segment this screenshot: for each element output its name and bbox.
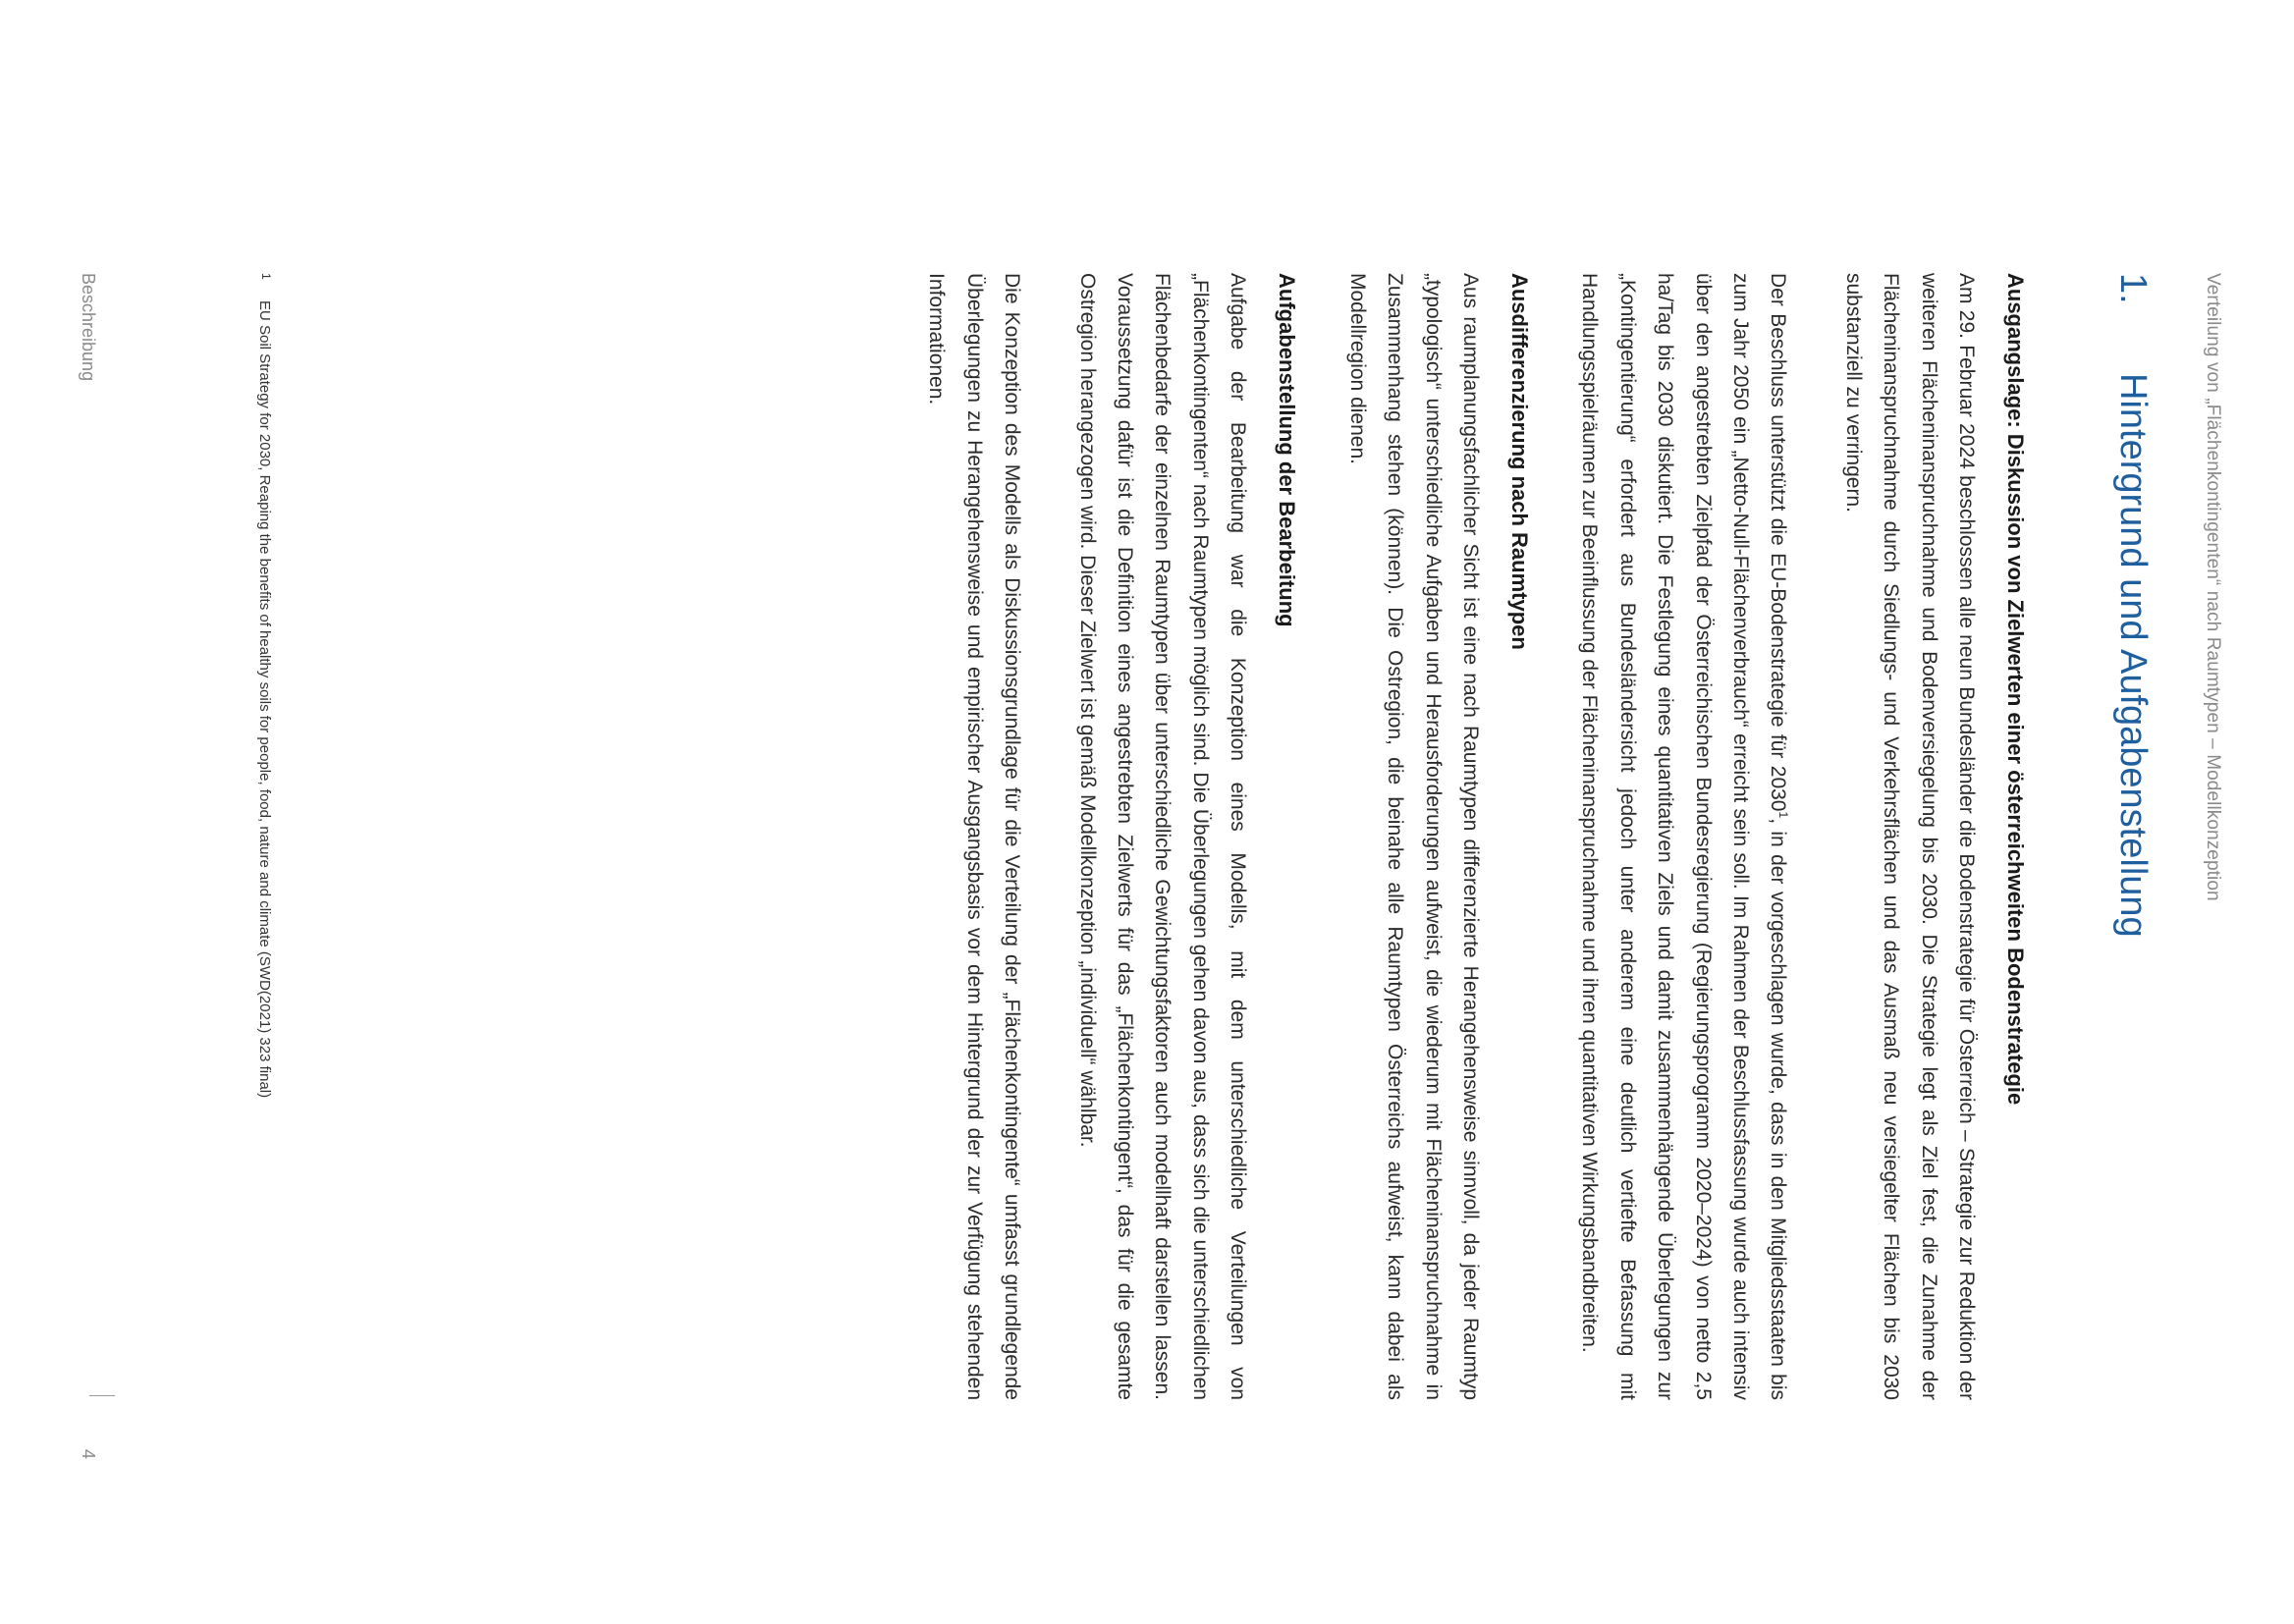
paragraph: Die Konzeption des Modells als Diskussionsgrundlage für die Verteilung der „Flächenkontingente“ umfasst grundlegende Überlegungen zu Herangehensweise und empirischer Ausgangsbasis vor dem Hintergrund der zur Verfügung stehenden Informationen. bbox=[925, 273, 1024, 1400]
footnote-number: 1 bbox=[259, 273, 273, 280]
chapter-heading bbox=[2109, 273, 2157, 938]
footer-section-label: Beschreibung bbox=[79, 273, 98, 382]
footnote bbox=[256, 273, 273, 1098]
chapter-number: 1. bbox=[2112, 273, 2154, 304]
footnote-text: EU Soil Strategy for 2030, Reaping the benefits of healthy soils for people, food, nature and climate (SWD(2021) 323 final) bbox=[256, 300, 273, 1099]
section-ausdifferenzierung bbox=[1338, 273, 1533, 1400]
section-heading: Ausdifferenzierung nach Raumtypen bbox=[1506, 273, 1532, 650]
body-content bbox=[917, 273, 2029, 1400]
footer-divider bbox=[89, 1395, 115, 1396]
section-heading: Aufgabenstellung der Bearbeitung bbox=[1275, 273, 1300, 627]
section-heading: Ausgangslage: Diskussion von Zielwerten einer österreichweiten Bodenstrategie bbox=[2003, 273, 2028, 1106]
paragraph: Aufgabe der Bearbeitung war die Konzeption eines Modells, mit dem unterschiedliche Verteilungen von „Flächenkontingenten“ nach Raumtypen möglich sind. Die Überlegungen gehen davon aus, dass sich die unterschiedlichen Flächenbedarfe der einzelnen Raumtypen über unterschiedliche Gewichtungsfaktoren auch modellhaft darstellen lassen. Voraussetzung dafür ist die Definition eines angestrebten Zielwerts für das „Flächenkontingent“, das für die gesamte Ostregion herangezogen wird. Dieser Zielwert ist gemäß Modellkonzeption „individuell“ wählbar. bbox=[1075, 273, 1250, 1400]
section-aufgabenstellung bbox=[917, 273, 1300, 1400]
footnote-reference[interactable]: 1 bbox=[1776, 811, 1791, 819]
paragraph-text: , in der vorgeschlagen wurde, dass in den Mitgliedsstaaten bis zum Jahr 2050 ein „Netto-Null-Flächenverbrauch“ erreicht sein soll. Im Rahmen der Beschlussfassung wurde auch intensiv über den angestrebten Zielpfad der Österreichischen Bundesregierung (Regierungsprogramm 2020–2024) von netto 2,5 ha/Tag bis 2030 diskutiert. Die Festlegung eines quantitativen Ziels und damit zusammenhängende Überlegungen zur „Kontingentierung“ erfordert aus Bundesländersicht jedoch unter anderem eine deutlich vertiefte Befassung mit Handlungsspielräumen zur Beeinflussung der Flächeninanspruchnahme und ihren quantitativen Wirkungsbandbreiten. bbox=[1578, 273, 1790, 1400]
chapter-title: Hintergrund und Aufgabenstellung bbox=[2112, 373, 2154, 938]
paragraph-text: Der Beschluss unterstützt die EU-Bodenstrategie für 2030 bbox=[1767, 273, 1790, 812]
paragraph: Aus raumplanungsfachlicher Sicht ist eine nach Raumtypen differenzierte Herangehensweise sinnvoll, da jeder Raumtyp „typologisch“ unterschiedliche Aufgaben und Herausforderungen aufweist, die wiederum mit Flächeninanspruchnahme in Zusammenhang stehen (können). Die Ostregion, die beinahe alle Raumtypen Österreichs aufweist, kann dabei als Modellregion dienen. bbox=[1345, 273, 1482, 1400]
paragraph bbox=[1570, 273, 1796, 1400]
running-header: Verteilung von „Flächenkontingenten“ nach Raumtypen – Modellkonzeption bbox=[2203, 273, 2223, 901]
section-ausgangslage bbox=[1570, 273, 2029, 1400]
page-number: 4 bbox=[79, 1449, 98, 1460]
paragraph: Am 29. Februar 2024 beschlossen alle neun Bundesländer die Bodenstrategie für Österreich – Strategie zur Reduktion der weiteren Flächeninanspruchnahme und Bodenversiegelung bis 2030. Die Strategie legt als Ziel fest, die Zunahme der Flächeninanspruchnahme durch Siedlungs- und Verkehrsflächen und das Ausmaß neu versiegelter Flächen bis 2030 substanziell zu verringern. bbox=[1841, 273, 1978, 1400]
